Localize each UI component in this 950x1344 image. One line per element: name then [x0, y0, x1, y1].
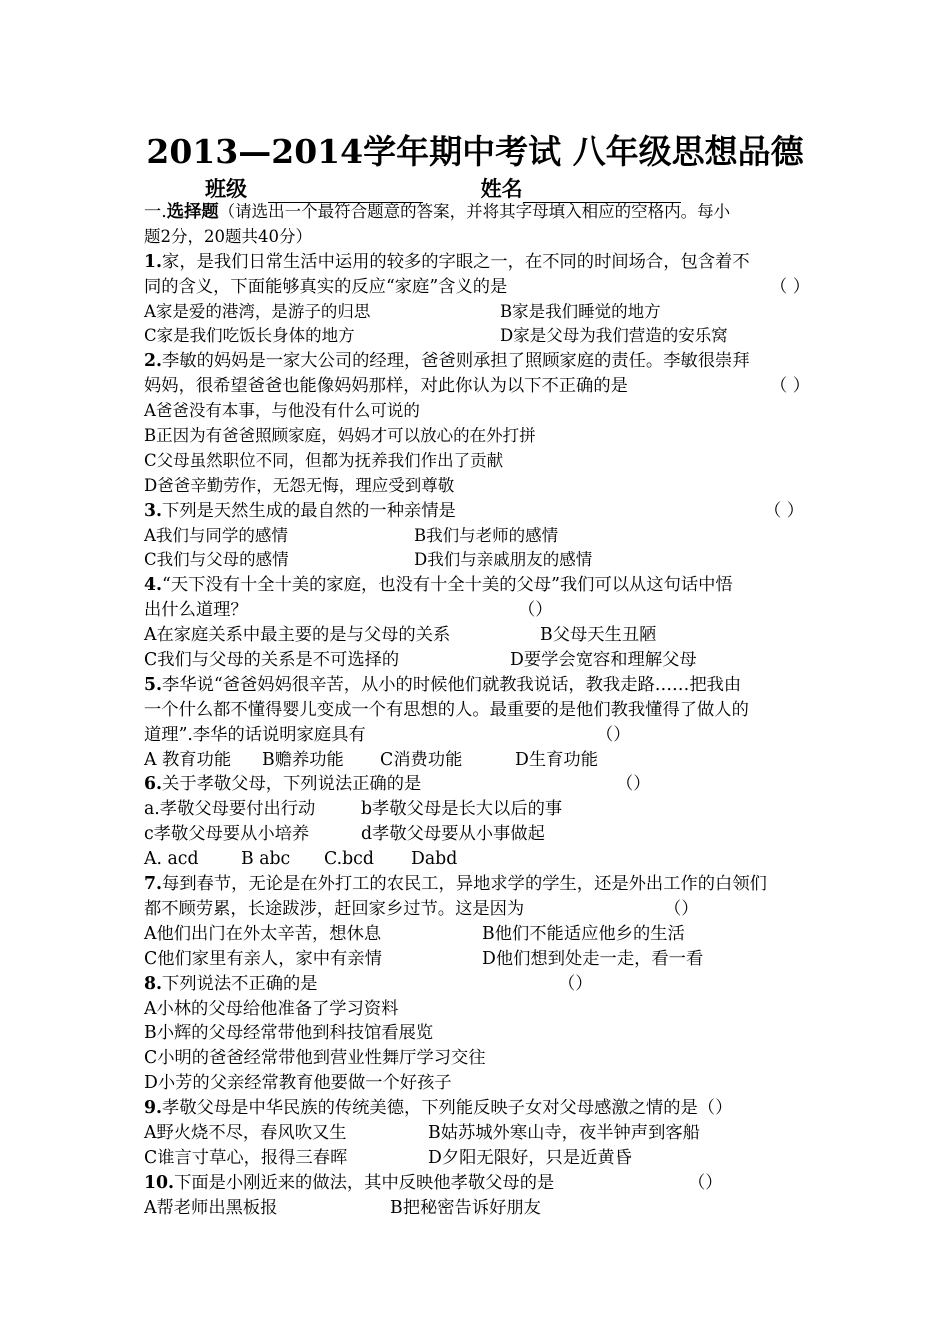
question-number: 9.	[144, 1098, 163, 1119]
question-4-stem: 4.“天下没有十全十美的家庭，也没有十全十美的父母”我们可以从这句话中悟	[144, 575, 733, 596]
option-c[interactable]: C消费功能	[380, 749, 463, 770]
option-a[interactable]: A小林的父母给他准备了学习资料	[144, 998, 399, 1019]
option-a[interactable]: A野火烧不尽，春风吹又生	[144, 1122, 347, 1143]
page-title: 2013—2014学年期中考试 八年级思想品德	[146, 132, 804, 171]
option-a[interactable]: A帮老师出黑板报	[144, 1197, 278, 1218]
question-7-stem-cont: 都不顾劳累，长途跋涉，赶回家乡过节。这是因为 （）	[144, 897, 812, 922]
question-6-stem: 6.关于孝敬父母，下列说法正确的是 （）	[144, 772, 812, 797]
question-6-options	[144, 847, 812, 872]
statement-d: d孝敬父母要从小事做起	[361, 824, 545, 845]
exam-content	[144, 200, 812, 1221]
section-prefix: 一.	[144, 202, 167, 222]
question-9-stem: 9.孝敬父母是中华民族的传统美德，下列能反映子女对父母感激之情的是（）	[144, 1098, 733, 1119]
option-a[interactable]: A 教育功能	[144, 749, 232, 770]
option-b[interactable]: B abc	[241, 849, 291, 870]
option-d[interactable]: D生育功能	[515, 749, 598, 770]
option-b[interactable]: B父母天生丑陋	[540, 625, 657, 646]
question-9-options	[144, 1121, 812, 1146]
option-d[interactable]: D爸爸辛勤劳作，无怨无悔，理应受到尊敬	[144, 475, 455, 495]
question-number: 2.	[144, 351, 163, 372]
option-d[interactable]: D夕阳无限好，只是近黄昏	[428, 1147, 632, 1168]
option-b[interactable]: B姑苏城外寒山寺，夜半钟声到客船	[428, 1122, 700, 1143]
question-1-stem: 1.家，是我们日常生活中运用的较多的字眼之一，在不同的时间场合，包含着不	[144, 251, 750, 272]
question-number: 4.	[144, 575, 163, 596]
question-7-options	[144, 922, 812, 947]
option-a[interactable]: A他们出门在外太辛苦，想休息	[144, 923, 382, 944]
question-8-stem: 8.下列说法不正确的是 （）	[144, 972, 812, 997]
option-a[interactable]: A. acd	[144, 849, 199, 870]
question-6-statements	[144, 797, 812, 822]
question-1-stem-cont: 同的含义，下面能够真实的反应“家庭”含义的是 （ ）	[144, 275, 812, 300]
question-5-stem-cont: 道理”.李华的话说明家庭具有 （）	[144, 723, 812, 748]
question-5-options	[144, 748, 812, 773]
question-number: 6.	[144, 774, 163, 795]
question-10-options	[144, 1196, 812, 1221]
section-title: 选择题	[166, 202, 219, 222]
option-c[interactable]: C我们与父母的关系是不可选择的	[144, 650, 400, 671]
question-10-stem: 10.下面是小刚近来的做法，其中反映他孝敬父母的是 （）	[144, 1171, 812, 1196]
option-d[interactable]: D要学会宽容和理解父母	[510, 650, 697, 671]
section-instructions: （请选出一个最符合题意的答案，并将其字母填入相应的空格内。每小	[218, 202, 731, 221]
statement-c: c孝敬父母要从小培养	[144, 824, 310, 845]
question-4-options	[144, 623, 812, 648]
question-7-options	[144, 947, 812, 972]
option-a[interactable]: A家是爱的港湾，是游子的归思	[144, 301, 371, 321]
answer-paren[interactable]: （）	[688, 1172, 723, 1193]
statement-b: b孝敬父母是长大以后的事	[361, 799, 563, 820]
option-c[interactable]: C他们家里有亲人，家中有亲情	[144, 948, 382, 969]
question-2-stem-cont: 妈妈，很希望爸爸也能像妈妈那样，对此你认为以下不正确的是 （ ）	[144, 374, 812, 399]
option-c[interactable]: C谁言寸草心，报得三春晖	[144, 1147, 348, 1168]
option-c[interactable]: C.bcd	[324, 849, 374, 870]
option-d[interactable]: D小芳的父亲经常教育他要做一个好孩子	[144, 1073, 452, 1094]
question-5-stem: 5.李华说“爸爸妈妈很辛苦，从小的时候他们就教我说话，教我走路……把我由	[144, 674, 742, 695]
option-c[interactable]: C父母虽然职位不同，但都为抚养我们作出了贡献	[144, 450, 504, 470]
option-d[interactable]: D他们想到处走一走，看一看	[482, 948, 704, 969]
question-number: 7.	[144, 874, 163, 895]
option-b[interactable]: B家是我们睡觉的地方	[500, 301, 661, 321]
question-4-options	[144, 648, 812, 673]
question-3-options	[144, 524, 812, 549]
option-d[interactable]: D家是父母为我们营造的安乐窝	[500, 326, 728, 346]
option-a[interactable]: A爸爸没有本事，与他没有什么可说的	[144, 401, 420, 421]
answer-paren[interactable]: （）	[616, 774, 651, 795]
answer-paren[interactable]: （ ）	[770, 276, 811, 297]
answer-paren[interactable]: （）	[558, 973, 593, 994]
section-header	[144, 200, 812, 225]
answer-paren[interactable]: （）	[664, 898, 699, 919]
option-b[interactable]: B正因为有爸爸照顾家庭，妈妈才可以放心的在外打拼	[144, 426, 536, 446]
question-number: 5.	[144, 674, 163, 695]
question-1-options	[144, 300, 812, 325]
question-number: 10.	[144, 1172, 175, 1193]
student-info	[205, 173, 681, 203]
question-number: 8.	[144, 973, 163, 994]
question-3-stem: 3.下列是天然生成的最自然的一种亲情是 （ ）	[144, 499, 812, 524]
option-a[interactable]: A我们与同学的感情	[144, 525, 288, 545]
answer-paren[interactable]: （ ）	[764, 500, 805, 521]
question-number: 3.	[144, 500, 163, 521]
option-c[interactable]: C小明的爸爸经常带他到营业性舞厅学习交往	[144, 1048, 486, 1069]
question-6-statements	[144, 822, 812, 847]
option-b[interactable]: B他们不能适应他乡的生活	[482, 923, 685, 944]
option-b[interactable]: B赡养功能	[262, 749, 344, 770]
question-number: 1.	[144, 251, 163, 272]
option-b[interactable]: B把秘密告诉好朋友	[390, 1197, 541, 1218]
question-2-stem: 2.李敏的妈妈是一家大公司的经理，爸爸则承担了照顾家庭的责任。李敏很崇拜	[144, 351, 750, 372]
answer-paren[interactable]: （ ）	[770, 376, 811, 397]
question-9-options	[144, 1146, 812, 1171]
section-instructions-cont: 题2分，20题共40分）	[144, 226, 312, 246]
option-d[interactable]: D我们与亲戚朋友的感情	[414, 550, 593, 570]
answer-paren[interactable]: （）	[697, 1098, 733, 1119]
option-b[interactable]: B我们与老师的感情	[414, 525, 559, 545]
option-a[interactable]: A在家庭关系中最主要的是与父母的关系	[144, 625, 451, 646]
question-1-options	[144, 324, 812, 349]
option-c[interactable]: C家是我们吃饭长身体的地方	[144, 326, 355, 346]
option-b[interactable]: B小辉的父母经常带他到科技馆看展览	[144, 1023, 434, 1044]
answer-paren[interactable]: （）	[596, 724, 631, 745]
option-c[interactable]: C我们与父母的感情	[144, 550, 289, 570]
question-3-options	[144, 548, 812, 573]
question-7-stem: 7.每到春节，无论是在外打工的农民工，异地求学的学生，还是外出工作的白领们	[144, 874, 767, 895]
question-5-stem-cont: 一个什么都不懂得婴儿变成一个有思想的人。最重要的是他们教我懂得了做人的	[144, 699, 749, 720]
statement-a: a.孝敬父母要付出行动	[144, 799, 316, 820]
class-label: 班级	[205, 176, 247, 201]
option-d[interactable]: Dabd	[411, 849, 458, 870]
name-label: 姓名	[480, 176, 523, 201]
answer-paren[interactable]: （）	[518, 600, 553, 621]
question-4-stem-cont: 出什么道理？ （）	[144, 598, 812, 623]
